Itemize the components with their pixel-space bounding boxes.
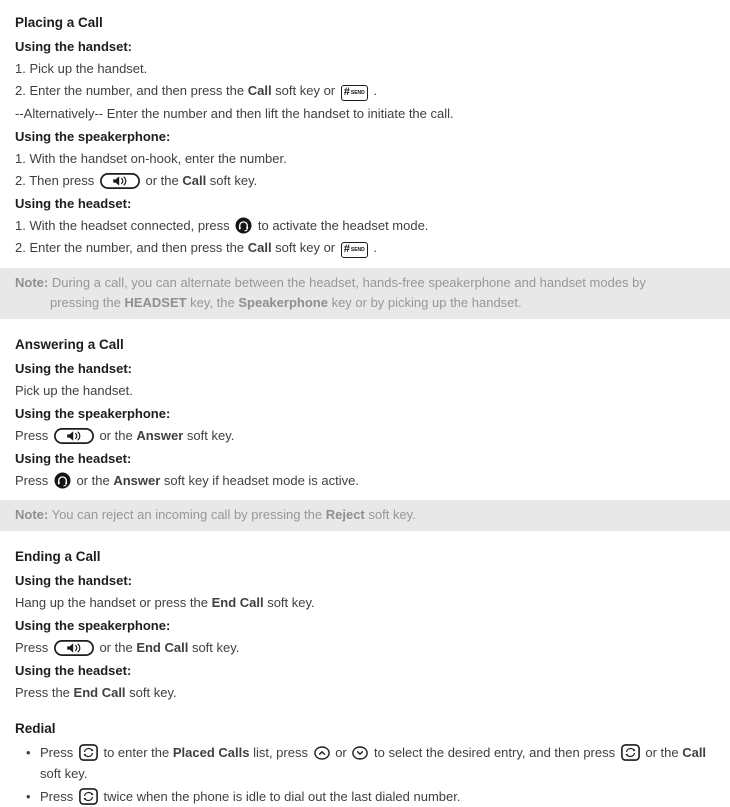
text: 1. Pick up the handset. <box>15 61 148 76</box>
text: Press <box>40 789 77 805</box>
text: soft key. <box>263 595 315 611</box>
redial-key-icon <box>621 744 640 761</box>
text: or the <box>641 745 683 761</box>
text: or the <box>141 173 183 189</box>
text: list, press <box>249 745 312 761</box>
note-block <box>0 268 730 319</box>
bold-text: Call <box>247 240 272 256</box>
text: Press the <box>15 685 74 701</box>
bold-text: Answer <box>136 428 184 444</box>
text: Press <box>15 640 52 656</box>
pound-symbol: # <box>343 243 350 256</box>
redial-key-icon <box>79 744 98 761</box>
text: --Alternatively-- Enter the number and then lift the handset to initiate the call. <box>15 106 454 122</box>
text-line <box>0 592 730 613</box>
text: 2. Then press <box>15 173 98 189</box>
text: soft key. <box>188 640 240 656</box>
section-heading: Ending a Call <box>15 549 101 565</box>
bold-text: End Call <box>136 640 189 656</box>
subheading: Using the handset: <box>15 573 133 589</box>
bullet-item <box>0 786 730 807</box>
text: or the <box>95 428 137 444</box>
text-line <box>0 380 730 401</box>
bold-text: Call <box>682 745 707 761</box>
text-line <box>0 237 730 259</box>
text: soft key. <box>125 685 177 701</box>
text: Press <box>15 473 52 489</box>
note-block <box>0 500 730 531</box>
up-arrow-key-icon <box>314 746 330 760</box>
text-line <box>0 80 730 102</box>
text: Hang up the handset or press the <box>15 595 212 611</box>
text: soft key. <box>364 507 416 523</box>
bullet-icon: • <box>26 745 31 761</box>
text: 2. Enter the number, and then press the <box>15 240 248 256</box>
subheading: Using the speakerphone: <box>15 618 171 634</box>
bold-text: HEADSET <box>124 295 187 311</box>
text: soft key. <box>183 428 235 444</box>
bold-text: Call <box>247 83 272 98</box>
subheading: Using the speakerphone: <box>15 406 171 422</box>
bullet-icon: • <box>26 789 31 805</box>
bold-text: End Call <box>73 685 126 701</box>
text-line <box>0 58 730 79</box>
text: soft key or <box>271 83 339 98</box>
text: 2. Enter the number, and then press the <box>15 83 248 98</box>
bold-text: Call <box>182 173 207 189</box>
text: Press <box>15 428 52 444</box>
text: 1. With the handset on-hook, enter the number. <box>15 151 287 167</box>
down-arrow-key-icon <box>352 746 368 760</box>
text: to enter the <box>99 745 173 761</box>
text: soft key if headset mode is active. <box>160 473 359 489</box>
text: key, the <box>186 295 239 311</box>
text: . <box>369 240 378 256</box>
section-heading: Answering a Call <box>15 337 124 353</box>
bullet-content <box>40 786 722 807</box>
text: or <box>331 745 351 761</box>
text-line <box>0 637 730 658</box>
subheading: Using the speakerphone: <box>15 129 171 145</box>
pound-send-key-icon <box>341 80 368 101</box>
section-heading: Placing a Call <box>15 15 103 30</box>
text: twice when the phone is idle to dial out the last dialed number. <box>99 789 461 805</box>
pound-send-key-icon <box>341 237 368 258</box>
text-line <box>0 682 730 703</box>
redial-key-icon <box>79 788 98 805</box>
text: or the <box>72 473 114 489</box>
text: Press <box>40 745 77 761</box>
send-label: SEND <box>350 89 365 96</box>
bullet-content <box>40 742 722 784</box>
text-line <box>0 215 730 236</box>
note-label: Note: <box>15 275 49 291</box>
text: You can reject an incoming call by pressing the <box>48 507 326 523</box>
text: or the <box>95 640 137 656</box>
note-label: Note: <box>15 507 49 523</box>
text: to select the desired entry, and then press <box>370 745 619 761</box>
text: soft key or <box>271 240 339 256</box>
speakerphone-key-icon <box>100 173 140 189</box>
speakerphone-key-icon <box>54 640 94 656</box>
text-line <box>0 148 730 169</box>
bold-text: Placed Calls <box>172 745 250 761</box>
text: During a call, you can alternate between the headset, hands-free speakerphone and handset modes by pressing the <box>48 275 646 311</box>
text-line <box>0 425 730 446</box>
text: soft key. <box>206 173 258 189</box>
section-heading: Redial <box>15 721 56 737</box>
text: key or by picking up the handset. <box>327 295 522 311</box>
send-label: SEND <box>350 246 365 253</box>
headset-key-icon <box>54 472 71 489</box>
subheading: Using the headset: <box>15 451 132 467</box>
subheading: Using the headset: <box>15 663 132 679</box>
bullet-item <box>0 742 730 784</box>
bold-text: Reject <box>325 507 365 523</box>
bold-text: Answer <box>113 473 161 489</box>
text-line <box>0 170 730 191</box>
speakerphone-key-icon <box>54 428 94 444</box>
subheading: Using the handset: <box>15 39 133 54</box>
text: soft key. <box>40 766 88 782</box>
text: 1. With the headset connected, press <box>15 218 234 234</box>
text: Pick up the handset. <box>15 383 133 399</box>
text: . <box>369 83 378 98</box>
subheading: Using the headset: <box>15 196 132 212</box>
bold-text: Speakerphone <box>238 295 328 311</box>
text: to activate the headset mode. <box>254 218 429 234</box>
subheading: Using the handset: <box>15 361 133 377</box>
text-line <box>0 103 730 124</box>
bold-text: End Call <box>211 595 264 611</box>
text-line <box>0 470 730 491</box>
pound-symbol: # <box>343 86 350 99</box>
headset-key-icon <box>235 217 252 234</box>
